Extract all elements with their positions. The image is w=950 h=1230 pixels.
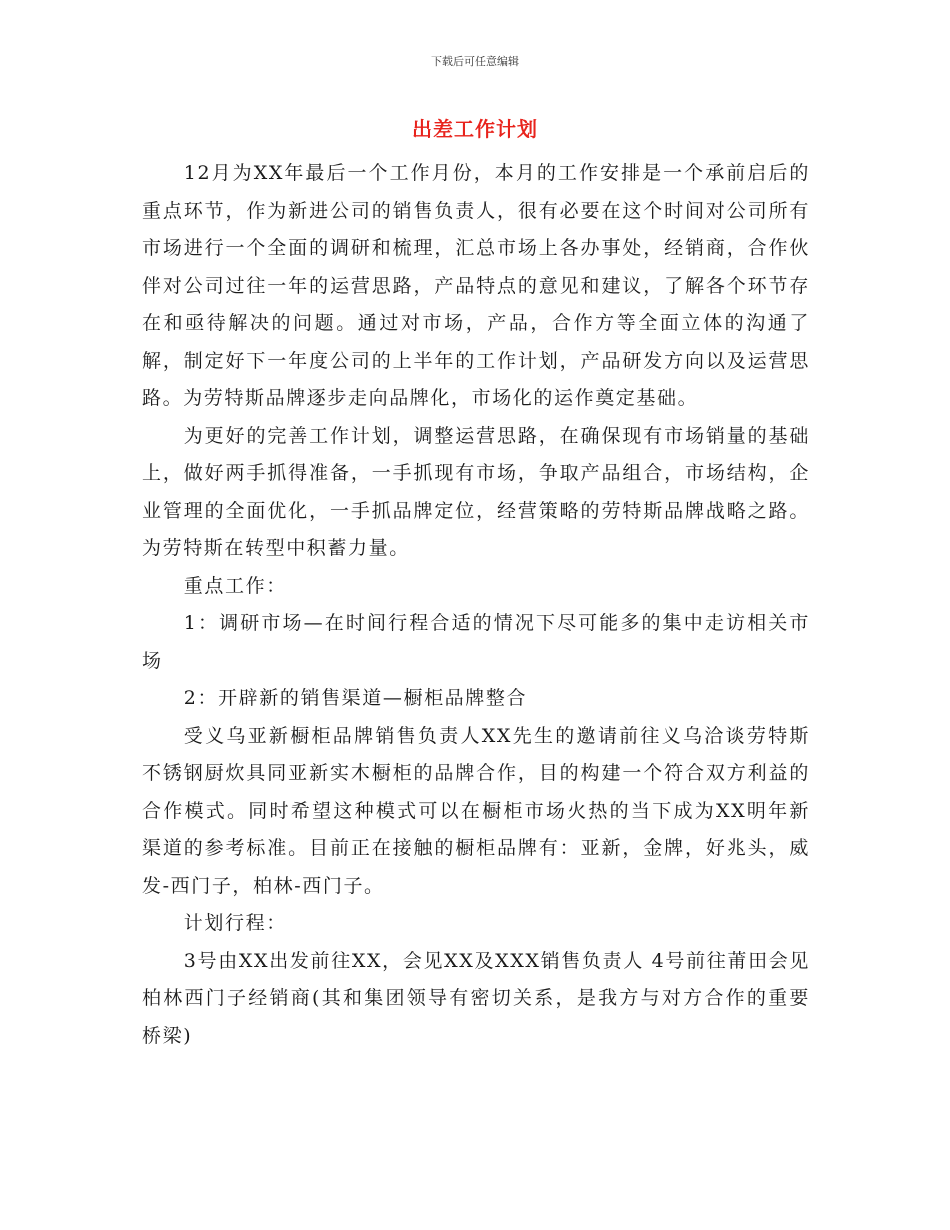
paragraph-strategy: 为更好的完善工作计划，调整运营思路，在确保现有市场销量的基础上，做好两手抓得准备，一手抓现有市场，争取产品组合，市场结构，企业管理的全面优化，一手抓品牌定位，经营策略的劳特斯品牌战略之路。为劳特斯在转型中积蓄力量。 — [142, 424, 810, 559]
paragraph-itinerary-heading: 计划行程： — [183, 912, 287, 934]
document-title: 出差工作计划 — [412, 117, 538, 141]
header-note: 下载后可任意编辑 — [431, 55, 519, 68]
paragraph-item-2: 2：开辟新的销售渠道—橱柜品牌整合 — [183, 687, 528, 709]
paragraph-item-1: 1：调研市场—在时间行程合适的情况下尽可能多的集中走访相关市场 — [142, 612, 810, 672]
paragraph-itinerary: 3号由XX出发前往XX，会见XX及XXX销售负责人 4号前往莆田会见柏林西门子经销商(其和集团领导有密切关系，是我方与对方合作的重要桥梁) — [142, 949, 810, 1047]
paragraph-key-work-heading: 重点工作： — [183, 574, 287, 597]
document-body — [142, 155, 810, 1055]
paragraph-cooperation: 受义乌亚新橱柜品牌销售负责人XX先生的邀请前往义乌洽谈劳特斯不锈钢厨炊具同亚新实木橱柜的品牌合作，目的构建一个符合双方利益的合作模式。同时希望这种模式可以在橱柜市场火热的当下成为XX明年新渠道的参考标准。目前正在接触的橱柜品牌有：亚新，金牌，好兆头，威发-西门子，柏林-西门子。 — [142, 724, 810, 897]
paragraph-intro: 12月为XX年最后一个工作月份，本月的工作安排是一个承前启后的重点环节，作为新进公司的销售负责人，很有必要在这个时间对公司所有市场进行一个全面的调研和梳理，汇总市场上各办事处，经销商，合作伙伴对公司过往一年的运营思路，产品特点的意见和建议，了解各个环节存在和亟待解决的问题。通过对市场，产品，合作方等全面立体的沟通了解，制定好下一年度公司的上半年的工作计划，产品研发方向以及运营思路。为劳特斯品牌逐步走向品牌化，市场化的运作奠定基础。 — [142, 162, 810, 409]
